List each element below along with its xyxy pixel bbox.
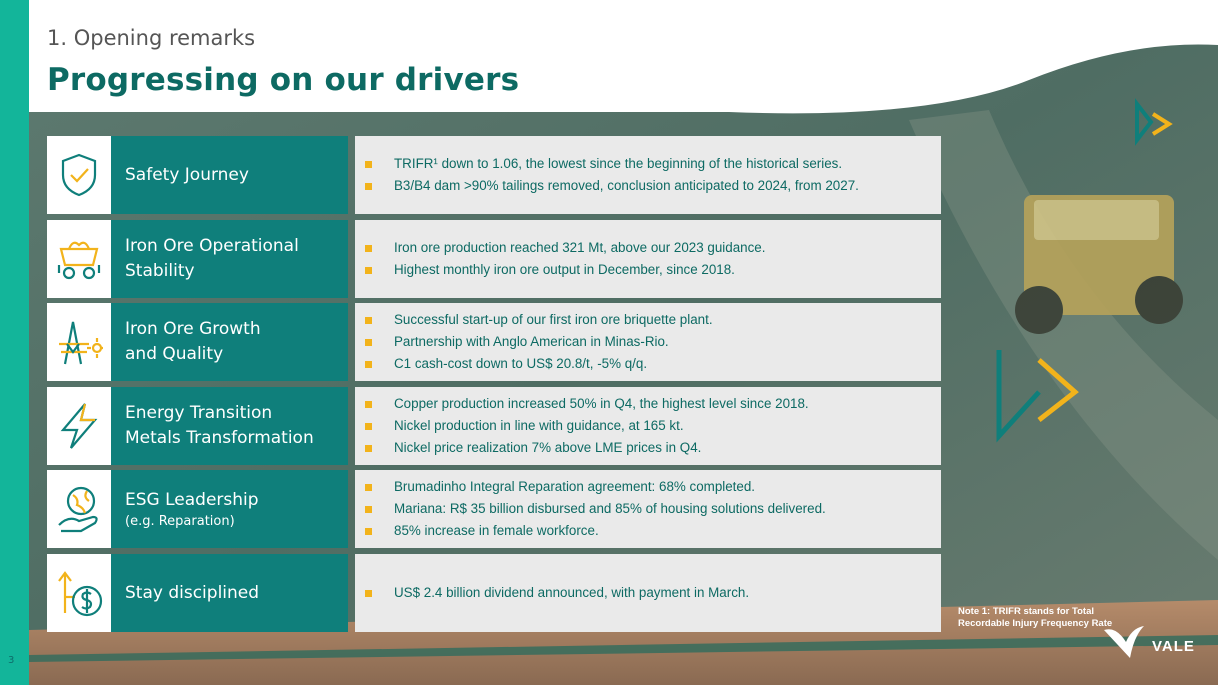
truck-image	[1015, 195, 1183, 334]
footnote: Note 1: TRIFR stands for Total Recordable Injury Frequency Rate	[958, 606, 1113, 629]
driver-row-operational-stability	[47, 220, 941, 298]
lightning-bolt-icon	[47, 387, 111, 465]
driver-bullets	[355, 303, 941, 381]
bullet-item: 85% increase in female workforce.	[365, 520, 941, 542]
logo-text: VALE	[1152, 638, 1195, 655]
pylon-spark-icon	[47, 303, 111, 381]
driver-label: ESG Leadership (e.g. Reparation)	[111, 470, 348, 548]
bullet-item: Copper production increased 50% in Q4, the highest level since 2018.	[365, 393, 941, 415]
bullet-item: Mariana: R$ 35 billion disbursed and 85% of housing solutions delivered.	[365, 498, 941, 520]
bullet-item: Successful start-up of our first iron ore briquette plant.	[365, 309, 941, 331]
globe-hand-icon	[47, 470, 111, 548]
driver-row-discipline	[47, 554, 941, 632]
left-accent-bar	[0, 0, 29, 685]
driver-label: Energy Transition Metals Transformation	[111, 387, 348, 465]
mine-cart-icon	[47, 220, 111, 298]
driver-bullets	[355, 136, 941, 214]
driver-row-safety	[47, 136, 941, 214]
page-number: 3	[8, 655, 15, 666]
bullet-item: TRIFR¹ down to 1.06, the lowest since the beginning of the historical series.	[365, 153, 941, 175]
bullet-item: US$ 2.4 billion dividend announced, with payment in March.	[365, 582, 941, 604]
bullet-item: B3/B4 dam >90% tailings removed, conclusion anticipated to 2024, from 2027.	[365, 175, 941, 197]
driver-row-energy-transition	[47, 387, 941, 465]
page-title: Progressing on our drivers	[47, 62, 520, 98]
driver-bullets	[355, 470, 941, 548]
bullet-item: Nickel production in line with guidance, at 165 kt.	[365, 415, 941, 437]
driver-bullets	[355, 387, 941, 465]
bullet-item: Highest monthly iron ore output in December, since 2018.	[365, 259, 941, 281]
bullet-item: C1 cash-cost down to US$ 20.8/t, -5% q/q.	[365, 353, 941, 375]
driver-bullets	[355, 554, 941, 632]
bullet-item: Iron ore production reached 321 Mt, above our 2023 guidance.	[365, 237, 941, 259]
bullet-item: Partnership with Anglo American in Minas-Rio.	[365, 331, 941, 353]
driver-label: Iron Ore Growth and Quality	[111, 303, 348, 381]
shield-check-icon	[47, 136, 111, 214]
bullet-item: Brumadinho Integral Reparation agreement: 68% completed.	[365, 476, 941, 498]
driver-label: Stay disciplined	[111, 554, 348, 632]
driver-bullets	[355, 220, 941, 298]
bullet-item: Nickel price realization 7% above LME prices in Q4.	[365, 437, 941, 459]
dollar-arrow-icon	[47, 554, 111, 632]
driver-label: Iron Ore Operational Stability	[111, 220, 348, 298]
driver-row-growth-quality	[47, 303, 941, 381]
driver-row-esg-leadership	[47, 470, 941, 548]
driver-label: Safety Journey	[111, 136, 348, 214]
section-label: 1. Opening remarks	[47, 26, 256, 50]
